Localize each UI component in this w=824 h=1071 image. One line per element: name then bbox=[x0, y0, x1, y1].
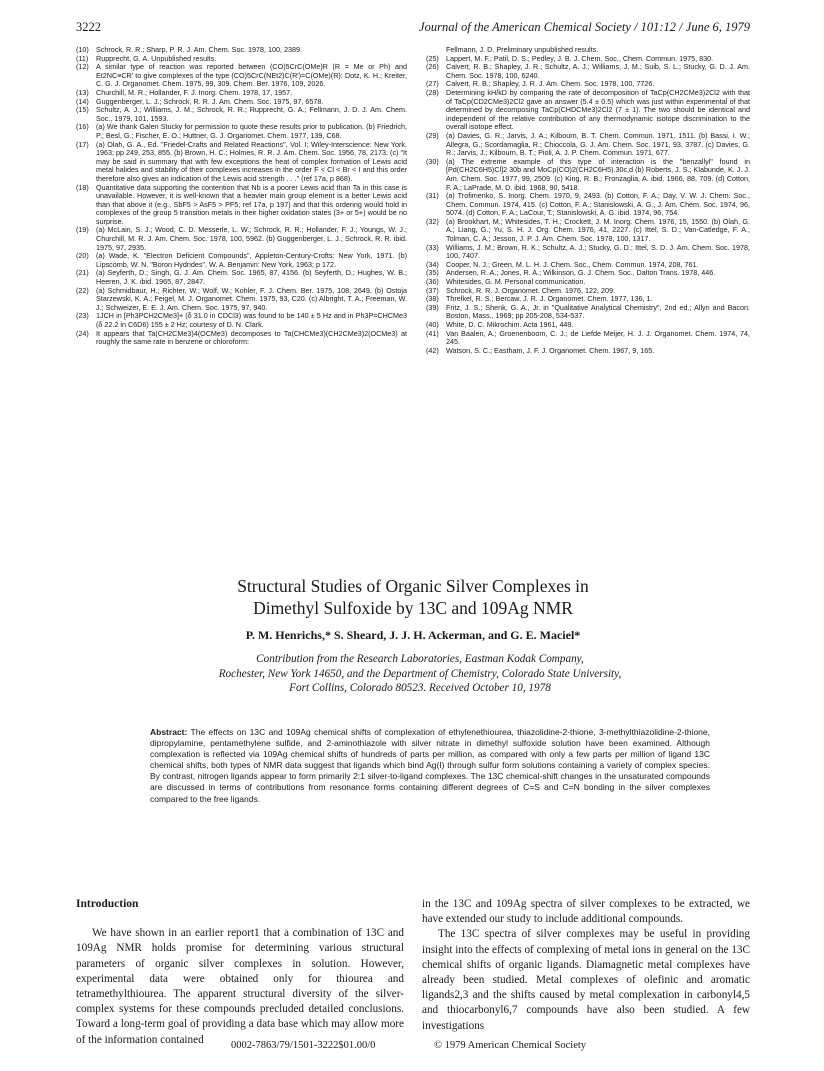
article-code: 0002-7863/79/1501-3222$01.00/0 bbox=[231, 1040, 376, 1051]
reference-text: Churchill, M. R.; Hollander, F. J. Inorg. Chem. 1978, 17, 1957. bbox=[96, 87, 293, 97]
reference-text: Rupprecht, G. A. Unpublished results. bbox=[96, 53, 217, 63]
reference-number: (10) bbox=[76, 45, 89, 54]
reference-text: Schultz, A. J.; Williams, J. M.; Schrock, R. R.; Rupprecht, G. A.; Fellmann, J. D. J. Am. Chem. Soc., 1979, 101, 1593. bbox=[96, 105, 407, 123]
reference-text: Quantitative data supporting the contention that Nb is a poorer Lewis acid than Ta in this case is unavailable. However, it is well-known that a heavier main group element is a better Lewis acid than that above it (e.g., SbF5 > AsF5 > PF5; ref 17a, p 197) and that this ordering would hold in complexes of the group 5 transition metals in their higher oxidation states (3+ or 5+) would be no surprise. bbox=[96, 182, 407, 226]
reference-item bbox=[76, 269, 407, 286]
reference-number: (25) bbox=[426, 53, 439, 63]
reference-text: Calvert, R. B.; Shapley, J. R.; Schultz, A. J.; Williams, J. M.; Suib, S. L.; Stucky, G. D. J. Am. Chem. Soc. 1978, 100, 6240. bbox=[446, 62, 750, 80]
reference-text: 1JCH in [Ph3PCH2CMe3]+ (δ 31.0 in CDCl3) was found to be 140 ± 5 Hz and in Ph3P=CHCMe3 (δ 22.2 in C6D6) 155 ± 2 Hz; courtesy of D. N. Clark. bbox=[96, 311, 407, 329]
reference-item bbox=[426, 158, 750, 192]
reference-number: (11) bbox=[76, 53, 89, 63]
abstract-text: The effects on 13C and 109Ag chemical shifts of complexation of ethylenethiourea, thiazolidine-2-thione, 3-methylthiazolidine-2-thione, dipropylamine, pentamethylene sulfide, and 2-aminothiazole with silver nitrate in dimethyl sulfoxide solution have been examined. Although complexation is reflected via 109Ag chemical shifts of hundreds of parts per million, as compared with only a few parts per million of ligand 13C chemical shifts, both types of NMR data suggest that ligands which bind Ag(I) through sulfur form solutions containing a variety of complex species. By contrast, nitrogen ligands appear to form primarily 2:1 silver-to-ligand complexes. The 13C chemical-shift changes in the unsaturated compounds are discussed in terms of contributions from resonance forms containing different degrees of C=S and C=N bonding in the silver complexes compared to the free ligands. bbox=[150, 727, 710, 804]
reference-text: Watson, S. C.; Eastham, J. F. J. Organomet. Chem. 1967, 9, 165. bbox=[446, 345, 655, 355]
reference-number: (28) bbox=[426, 87, 439, 97]
reference-text: (a) Davies, G. R.; Jarvis, J. A.; Kilbourn, B. T. Chem. Commun. 1971, 1511. (b) Bassi, I. W.; Allegra, G.; Scordamaglia, R.; Chioccola, G. J. Am. Chem. Soc. 1971, 93, 3787. (c) Davies, G. R.; Jarvis, J.; Kilbourn, B. T.; Pioli, A. J. P. Chem. Commun. 1971, 677. bbox=[446, 130, 750, 158]
reference-text: (a) The extreme example of this type of interaction is the "benzallyl" found in [Pd(CH2C6H5)Cl]2 30b and MoCp(CO)2(CH2C6H5).30c,d (b) Roberts, J. S.; Klabunde, K. J. J. Am. Chem. Soc. 1977, 99, 2509. (c) King, R. B.; Fronzaglia, A. ibid. 1966, 88, 709. (d) Cotton, F. A.; LaPrade, M. D. ibid. 1968, 90, 5418. bbox=[446, 156, 750, 192]
affiliation bbox=[140, 652, 700, 696]
reference-text: White, D. C. Mikrochim. Acta 1961, 449. bbox=[446, 320, 574, 329]
reference-number: (39) bbox=[426, 302, 439, 312]
article-title bbox=[76, 575, 750, 619]
affiliation-line: Rochester, New York 14650, and the Department of Chemistry, Colorado State University, bbox=[218, 667, 622, 680]
reference-item bbox=[76, 312, 407, 329]
reference-number: (33) bbox=[426, 242, 439, 252]
affiliation-line: Fort Collins, Colorado 80523. Received October 10, 1978 bbox=[289, 682, 551, 694]
reference-text: A similar type of reaction was reported between (CO)5CrC(OMe)R (R = Me or Ph) and Et2NC≡CR' to give complexes of the type (CO)5CrC(NEt2)C(R')=C(OMe)(R): Dotz, K. H.; Kreiter, C. G. J. Organomet. Chem. 1975, 99, 309. Chem. Ber. 1976, 109, 2026. bbox=[96, 62, 407, 89]
reference-number: (16) bbox=[76, 122, 89, 132]
reference-item bbox=[76, 330, 407, 347]
reference-number: (22) bbox=[76, 285, 89, 295]
reference-item bbox=[76, 226, 407, 252]
reference-number: (20) bbox=[76, 251, 89, 261]
reference-number: (35) bbox=[426, 268, 439, 278]
reference-number: (23) bbox=[76, 311, 89, 321]
reference-text: Schrock, R. R.; Sharp, P. R. J. Am. Chem. Soc. 1978, 100, 2389. bbox=[96, 45, 303, 54]
reference-number: (21) bbox=[76, 268, 89, 278]
reference-text: (a) Schmidbaur, H.; Richter, W.; Wolf, W.; Kohler, F. J. Chem. Ber. 1975, 108, 2649. (b) Ostoja Starzewski, K. A.; Feigel, M. J. Organomet. Chem. 1975, 93, C20. (c) Albright, T. A.; Freeman, W. J.; Schweizer, E. E. J. Am. Chem. Soc. 1975, 97, 940. bbox=[96, 285, 407, 312]
reference-text: It appears that Ta(CH2CMe3)4(OCMe3) decomposes to Ta(CHCMe3)(CH2CMe3)2(OCMe3) at roughly the same rate in benzene or chloroform: bbox=[96, 328, 407, 347]
reference-text: Williams, J. M.; Brown, R. K.; Schultz, A. J.; Stucky, G. D.; Ittel, S. D. J. Am. Chem. Soc. 1978, 100, 7407. bbox=[446, 242, 750, 261]
reference-number: (36) bbox=[426, 277, 439, 287]
reference-text: Fellmann, J. D. Preliminary unpublished results. bbox=[446, 45, 599, 54]
reference-number: (27) bbox=[426, 79, 439, 89]
reference-number: (12) bbox=[76, 62, 89, 72]
reference-item bbox=[426, 347, 750, 356]
affiliation-line: Contribution from the Research Laboratories, Eastman Kodak Company, bbox=[256, 653, 584, 665]
reference-number: (30) bbox=[426, 156, 439, 166]
reference-number: (17) bbox=[76, 139, 89, 149]
reference-item bbox=[76, 252, 407, 269]
reference-item bbox=[76, 106, 407, 123]
reference-text: Van Baalen, A.; Groenenboom, C. J.; de Liefde Meijer, H. J. J. Organomet. Chem. 1974, 74, 245. bbox=[446, 328, 750, 347]
references-right-column bbox=[426, 46, 750, 355]
author-list: P. M. Henrichs,* S. Sheard, J. J. H. Ackerman, and G. E. Maciel* bbox=[245, 628, 581, 642]
journal-citation: Journal of the American Chemical Society / 101:12 / June 6, 1979 bbox=[419, 20, 750, 34]
reference-item bbox=[76, 141, 407, 184]
reference-number: (19) bbox=[76, 225, 89, 235]
reference-item bbox=[426, 89, 750, 132]
reference-text: Threlkel, R. S.; Bercaw, J. R. J. Organomet. Chem. 1977, 136, 1. bbox=[446, 294, 653, 304]
reference-text: (a) We thank Galen Stucky for permission to quote these results prior to publication. (b) Friedrich, P.; Besl, G.; Fischer, E. O.; Huttner, G. J. Organomet. Chem. 1977, 139, C68. bbox=[96, 122, 407, 140]
reference-number: (29) bbox=[426, 130, 439, 140]
page-number: 3222 bbox=[76, 20, 101, 34]
reference-number: (24) bbox=[76, 328, 89, 338]
reference-item bbox=[426, 330, 750, 347]
reference-text: Schrock, R. R. J. Organomet. Chem. 1976, 122, 209. bbox=[446, 285, 615, 295]
reference-number: (31) bbox=[426, 191, 439, 201]
section-heading: Introduction bbox=[76, 898, 139, 910]
references-left-column bbox=[76, 46, 407, 347]
reference-text: Calvert, R. B.; Shapley, J. R. J. Am. Chem. Soc. 1978, 100, 7726. bbox=[446, 79, 655, 89]
reference-text: (a) Trofimenko, S. Inorg. Chem. 1970, 9, 2493. (b) Cotton, F. A.; Day, V. W. J. Chem. Soc., Chem. Commun. 1974, 415. (c) Cotton, F. A.; Stanislowski, A. G., J. Am. Chem. Soc. 1974, 96, 5074. (d) Cotton, F. A.; LaCour, T.; Stanislowski, A. G. ibid. 1974, 96, 754. bbox=[446, 191, 750, 218]
title-line: Structural Studies of Organic Silver Complexes in bbox=[237, 576, 589, 596]
reference-number: (26) bbox=[426, 62, 439, 72]
reference-number: (13) bbox=[76, 87, 89, 97]
reference-text: (a) McLain, S. J.; Wood, C. D. Messerle, L. W.; Schrock, R. R.; Hollander, F. J.; Youngs, W. J.; Churchill, M. R. J. Am. Chem. Soc. 1978, 100, 5962. (b) Guggenberger, L. J.; Schrock, R. R. ibid. 1975, 97, 2935. bbox=[96, 225, 407, 252]
reference-number: (32) bbox=[426, 216, 439, 226]
copyright: © 1979 American Chemical Society bbox=[434, 1040, 587, 1051]
reference-text: (a) Seyferth, D.; Singh, G. J. Am. Chem. Soc. 1965, 87, 4156. (b) Seyferth, D.; Hughes, W. B.; Heeren, J. K. ibid. 1965, 87, 2847. bbox=[96, 268, 407, 287]
reference-number: (34) bbox=[426, 259, 439, 269]
reference-item bbox=[426, 132, 750, 158]
reference-text: Cooper, N. J.; Green, M. L. H. J. Chem. Soc., Chem. Commun. 1974, 208, 761. bbox=[446, 259, 699, 269]
paragraph: in the 13C and 109Ag spectra of silver complexes to be extracted, we have extended our study to include additional compounds. bbox=[422, 898, 750, 926]
abstract-label: Abstract: bbox=[150, 727, 188, 737]
reference-text: Determining kH/kD by comparing the rate of decomposition of TaCp(CH2CMe3)2Cl2 with that of TaCp(CD2CMe3)2Cl2 gave an answer (5.4 ± 0.5) which was just within experimental of that determined by decomposing TaCp(CHDCMe3)2Cl2 (7 ± 1). The two should be identical and independent of the relative contribution of any thermodynamic isotope discrimination to the overall isotope effect. bbox=[446, 87, 750, 132]
reference-item bbox=[426, 244, 750, 261]
reference-number: (41) bbox=[426, 328, 439, 338]
reference-text: (a) Brookhart, M.; Whitesides, T. H.; Crockett, J. M. Inorg. Chem. 1976, 15, 1550. (b) Olah, G. A.; Liang, G.; Yu, S. H. J. Org. Chem. 1976, 41, 2227. (c) Ittel, S. D.; Van-Catledge, F. A.; Tolman, C. A.; Jesson, J. P. J. Am. Chem. Soc. 1978, 100, 1317. bbox=[446, 216, 750, 244]
reference-item bbox=[426, 218, 750, 244]
body-left-column bbox=[76, 897, 404, 1048]
reference-item bbox=[76, 184, 407, 227]
title-line: Dimethyl Sulfoxide by 13C and 109Ag NMR bbox=[253, 598, 573, 618]
reference-number: (37) bbox=[426, 285, 439, 295]
reference-item bbox=[76, 63, 407, 89]
reference-item bbox=[426, 63, 750, 80]
reference-item bbox=[76, 287, 407, 313]
reference-number: (14) bbox=[76, 96, 89, 106]
reference-number: (18) bbox=[76, 182, 89, 192]
reference-text: Lappert, M. F.; Patil, D. S.; Pedley, J. B. J. Chem. Soc., Chem. Commun. 1975, 830. bbox=[446, 53, 714, 63]
reference-text: (a) Olah, G. A., Ed. "Friedel-Crafts and Related Reactions", Vol. I; Wiley-Interscience: New York, 1963; pp 249, 253, 855. (b) Brown, H. C.; Holmes, R. R. J. Am. Chem. Soc. 1956, 78, 2173. (c) "It may be said in summary that with few exceptions the heat of complex formation of Lewis acid metal halides and stability of their complexes increases in the order F < Cl < Br < I and this order therefore also gives an indication of the Lewis acid strength . . ." (ref 17a, p 868). bbox=[96, 139, 407, 183]
reference-item bbox=[426, 192, 750, 218]
reference-item bbox=[426, 304, 750, 321]
reference-number: (38) bbox=[426, 294, 439, 304]
body-right-column bbox=[422, 897, 750, 1034]
abstract bbox=[150, 727, 710, 805]
paragraph: The 13C spectra of silver complexes may be useful in providing insight into the effects of complexing of metal ions in general on the 13C chemical shifts of organic ligands. Diamagnetic metal complexes have already been studied. Metal complexes of olefinic and aromatic ligands2,3 and the shifts caused by metal complexation in carbonyl4,5 and thiocarbonyl6,7 compounds have also been studied. A few investigations bbox=[422, 928, 750, 1032]
reference-item bbox=[76, 123, 407, 140]
reference-number: (15) bbox=[76, 105, 89, 115]
reference-text: Fritz, J. S.; Shenk, G. A., Jr. in "Qualitative Analytical Chemistry", 2nd ed.; Allyn and Bacon: Boston, Mass., 1969; pp 205-208, 534-537. bbox=[446, 302, 750, 321]
reference-text: Andersen, R. A.; Jones, R. A.; Wilkinson, G. J. Chem. Soc., Dalton Trans. 1978, 446. bbox=[446, 268, 716, 278]
reference-number: (40) bbox=[426, 320, 439, 329]
reference-text: Guggenberger, L. J.; Schrock, R. R. J. Am. Chem. Soc. 1975, 97, 6578. bbox=[96, 96, 324, 106]
paragraph: We have shown in an earlier report1 that a combination of 13C and 109Ag NMR holds promise for determining various structural parameters of organic silver complexes in solution. However, experimental data were obtained only for thiourea and tetramethylthiourea. The apparent structural diversity of the silver-complex systems for these compounds precluded detailed conclusions. Toward a long-term goal of providing a data base which may allow more of the information contained bbox=[76, 927, 404, 1046]
reference-text: Whitesides, G. M. Personal communication. bbox=[446, 277, 586, 287]
reference-number: (42) bbox=[426, 345, 439, 355]
reference-text: (a) Wade, K. "Electron Deficient Compounds", Appleton-Century-Crofts: New York, 1971. (b) Lipscomb, W. N. "Boron Hydrides", W. A. Benjamin: New York, 1963; p 172. bbox=[96, 251, 407, 269]
